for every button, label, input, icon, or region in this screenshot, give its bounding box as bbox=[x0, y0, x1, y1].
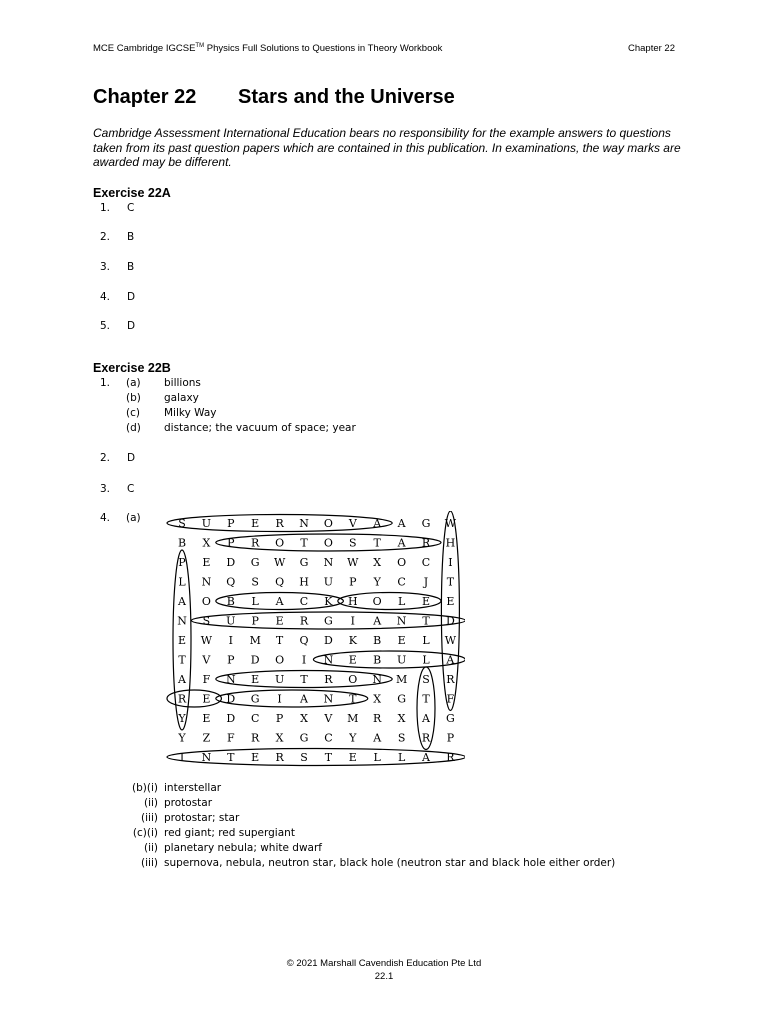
grid-letter: G bbox=[250, 692, 260, 706]
grid-letter: S bbox=[202, 614, 211, 628]
grid-letter: N bbox=[299, 517, 309, 530]
grid-letter: J bbox=[423, 575, 429, 589]
grid-letter: G bbox=[299, 556, 309, 569]
grid-letter: U bbox=[274, 673, 285, 686]
grid-letter: D bbox=[250, 653, 260, 667]
grid-letter: R bbox=[275, 517, 284, 530]
grid-letter: F bbox=[226, 731, 235, 745]
grid-letter: T bbox=[300, 673, 308, 686]
grid-letter: L bbox=[178, 575, 186, 589]
grid-letter: T bbox=[324, 751, 333, 764]
answer-text: billions bbox=[164, 377, 201, 389]
grid-letter: N bbox=[177, 614, 187, 628]
grid-letter: S bbox=[178, 517, 186, 530]
chapter-number: Chapter 22 bbox=[93, 86, 197, 108]
grid-letter: G bbox=[299, 731, 309, 745]
grid-letter: V bbox=[348, 517, 357, 530]
grid-letter: E bbox=[177, 634, 187, 647]
grid-letter: H bbox=[348, 595, 358, 608]
grid-letter: M bbox=[347, 712, 359, 725]
grid-letter: N bbox=[372, 673, 383, 686]
grid-letter: R bbox=[446, 751, 455, 764]
answer-text: protostar bbox=[164, 797, 213, 809]
grid-letter: E bbox=[251, 517, 260, 530]
grid-letter: T bbox=[446, 575, 455, 589]
grid-letter: I bbox=[179, 751, 185, 764]
grid-letter: D bbox=[226, 556, 236, 569]
grid-letter: W bbox=[273, 556, 286, 569]
grid-letter: E bbox=[251, 751, 260, 764]
part-label: (a) bbox=[126, 377, 141, 389]
answer-text: protostar; star bbox=[164, 812, 240, 824]
grid-letter: C bbox=[421, 556, 431, 569]
grid-letter: I bbox=[277, 692, 282, 706]
grid-letter: G bbox=[421, 517, 431, 530]
question-number: 1. bbox=[99, 377, 110, 389]
question-number: 2. bbox=[99, 231, 110, 243]
grid-letter: T bbox=[227, 751, 235, 764]
part-label: (a) bbox=[126, 512, 141, 524]
grid-letter: M bbox=[395, 673, 408, 686]
running-header-left bbox=[93, 43, 442, 54]
grid-letter: A bbox=[275, 595, 284, 608]
answer-text: galaxy bbox=[164, 392, 199, 404]
exercise-22a-title: Exercise 22A bbox=[93, 186, 171, 200]
grid-letter: W bbox=[444, 634, 457, 647]
grid-letter: C bbox=[324, 731, 333, 745]
grid-letter: Z bbox=[202, 731, 211, 745]
grid-letter: A bbox=[446, 653, 455, 667]
question-number: 2. bbox=[99, 452, 110, 464]
footer-copyright: © 2021 Marshall Cavendish Education Pte Ltd bbox=[286, 958, 482, 969]
grid-letter: E bbox=[421, 595, 431, 608]
answer-text: C bbox=[127, 202, 135, 214]
grid-letter: L bbox=[373, 751, 381, 764]
grid-letter: F bbox=[446, 692, 455, 706]
grid-letter: X bbox=[397, 712, 406, 725]
grid-letter: U bbox=[226, 614, 236, 628]
grid-letter: A bbox=[422, 712, 430, 725]
grid-letter: E bbox=[348, 653, 357, 667]
grid-letter: A bbox=[397, 517, 406, 530]
grid-letter: T bbox=[349, 692, 357, 706]
grid-letter: R bbox=[251, 536, 260, 550]
grid-letter: P bbox=[275, 712, 284, 725]
grid-letter: N bbox=[225, 673, 236, 686]
part-label: (iii) bbox=[141, 857, 158, 869]
grid-letter: N bbox=[201, 751, 212, 764]
grid-letter: Q bbox=[299, 634, 309, 647]
grid-letter: U bbox=[323, 575, 334, 589]
grid-letter: C bbox=[250, 712, 260, 725]
grid-letter: S bbox=[251, 575, 259, 589]
grid-letter: N bbox=[396, 614, 407, 628]
word-circle bbox=[167, 749, 465, 766]
part-label: (b)(i) bbox=[132, 782, 158, 794]
grid-letter: B bbox=[373, 634, 382, 647]
grid-letter: X bbox=[300, 712, 308, 725]
grid-letter: D bbox=[226, 712, 236, 725]
grid-letter: E bbox=[397, 634, 406, 647]
grid-letter: P bbox=[227, 653, 235, 667]
exercise-22b-title: Exercise 22B bbox=[93, 361, 171, 375]
grid-letter: U bbox=[396, 653, 407, 667]
grid-letter: W bbox=[200, 634, 213, 647]
question-number: 1. bbox=[99, 202, 110, 214]
grid-letter: R bbox=[275, 751, 284, 764]
grid-letter: R bbox=[324, 673, 333, 686]
answer-text: C bbox=[127, 483, 135, 495]
grid-letter: R bbox=[373, 712, 382, 725]
grid-letter: T bbox=[275, 634, 284, 647]
grid-letter: E bbox=[251, 673, 260, 686]
grid-letter: V bbox=[202, 653, 211, 667]
grid-letter: R bbox=[299, 614, 309, 628]
word-circle bbox=[216, 690, 368, 707]
answer-text: D bbox=[127, 291, 136, 303]
part-label: (b) bbox=[126, 392, 141, 404]
trademark-mark: TM bbox=[195, 43, 205, 49]
grid-letter: N bbox=[323, 556, 334, 569]
grid-letter: X bbox=[373, 556, 382, 569]
grid-letter: M bbox=[249, 634, 261, 647]
answer-text: B bbox=[127, 231, 135, 243]
grid-letter: Q bbox=[275, 575, 285, 589]
grid-letter: R bbox=[446, 673, 455, 686]
grid-letter: A bbox=[373, 731, 382, 745]
grid-letter: I bbox=[350, 614, 355, 628]
grid-letter: A bbox=[422, 751, 430, 764]
answer-text: interstellar bbox=[164, 782, 222, 794]
grid-letter: R bbox=[251, 731, 260, 745]
question-number: 3. bbox=[99, 483, 110, 495]
grid-letter: R bbox=[421, 536, 431, 550]
grid-letter: O bbox=[275, 653, 285, 667]
part-label: (c)(i) bbox=[132, 827, 158, 839]
grid-letter: H bbox=[299, 575, 309, 589]
grid-letter: I bbox=[301, 653, 307, 667]
grid-letter: G bbox=[324, 614, 333, 628]
grid-letter: A bbox=[300, 692, 308, 706]
grid-letter: G bbox=[446, 712, 455, 725]
grid-letter: E bbox=[202, 712, 211, 725]
grid-letter: Y bbox=[373, 575, 381, 589]
question-number: 3. bbox=[99, 261, 110, 273]
question-number: 5. bbox=[99, 320, 110, 332]
answer-text: B bbox=[127, 261, 135, 273]
grid-letter: T bbox=[422, 692, 430, 706]
grid-letter: O bbox=[323, 517, 333, 530]
page-number: 22.1 bbox=[374, 971, 394, 982]
grid-letter: I bbox=[228, 634, 233, 647]
grid-letter: E bbox=[202, 556, 211, 569]
grid-letter: O bbox=[397, 556, 407, 569]
grid-letter: A bbox=[178, 673, 186, 686]
grid-letter: W bbox=[347, 556, 359, 569]
grid-letter: P bbox=[178, 556, 186, 569]
grid-letter: L bbox=[251, 595, 259, 608]
grid-letter: P bbox=[227, 536, 235, 550]
answer-text: D bbox=[127, 320, 136, 332]
answer-text: distance; the vacuum of space; year bbox=[164, 422, 356, 434]
grid-letter: N bbox=[323, 692, 334, 706]
grid-letter: S bbox=[349, 536, 357, 550]
grid-letter: X bbox=[373, 692, 382, 706]
answer-text: red giant; red supergiant bbox=[164, 827, 295, 839]
grid-letter: A bbox=[373, 517, 382, 530]
grid-letter: L bbox=[397, 595, 406, 608]
grid-letter: X bbox=[275, 731, 284, 745]
grid-letter: A bbox=[178, 595, 186, 608]
grid-letter: C bbox=[299, 595, 309, 608]
grid-letter: Y bbox=[349, 731, 357, 745]
grid-letter: B bbox=[373, 653, 382, 667]
header-title: MCE Cambridge IGCSE bbox=[93, 43, 196, 55]
grid-letter: N bbox=[201, 575, 212, 589]
grid-letter: W bbox=[444, 517, 457, 530]
grid-letter: T bbox=[300, 536, 308, 550]
chapter-title: Stars and the Universe bbox=[238, 86, 455, 108]
part-label: (c) bbox=[126, 407, 140, 419]
grid-letter: E bbox=[446, 595, 455, 608]
grid-letter: T bbox=[422, 614, 430, 628]
word-search-svg bbox=[165, 511, 465, 769]
grid-letter: S bbox=[397, 731, 406, 745]
grid-letter: U bbox=[201, 517, 212, 530]
grid-letter: V bbox=[324, 712, 333, 725]
grid-letter: Y bbox=[178, 712, 186, 725]
answer-text: Milky Way bbox=[164, 407, 217, 419]
grid-letter: O bbox=[201, 595, 211, 608]
grid-letter: P bbox=[227, 517, 235, 530]
answer-text: D bbox=[127, 452, 136, 464]
grid-letter: G bbox=[397, 692, 406, 706]
header-title-suffix: Physics Full Solutions to Questions in Theory Workbook bbox=[204, 43, 443, 55]
grid-letter: G bbox=[250, 556, 260, 569]
grid-letter: H bbox=[445, 536, 456, 550]
grid-letter: D bbox=[445, 614, 455, 628]
grid-letter: L bbox=[397, 751, 406, 764]
grid-letter: I bbox=[448, 556, 453, 569]
part-label: (ii) bbox=[143, 797, 158, 809]
grid-letter: P bbox=[251, 614, 259, 628]
grid-letter: P bbox=[349, 575, 357, 589]
grid-letter: L bbox=[422, 634, 430, 647]
grid-letter: R bbox=[421, 731, 431, 745]
grid-letter: C bbox=[397, 575, 406, 589]
grid-letter: R bbox=[177, 692, 187, 706]
grid-letter: E bbox=[275, 614, 284, 628]
grid-letter: E bbox=[348, 751, 357, 764]
grid-letter: Q bbox=[226, 575, 236, 589]
grid-letter: B bbox=[226, 595, 235, 608]
grid-letter: S bbox=[422, 673, 430, 686]
grid-letter: Y bbox=[178, 731, 186, 745]
chapter-heading bbox=[93, 86, 455, 109]
grid-letter: B bbox=[177, 536, 187, 550]
grid-letter: F bbox=[202, 673, 211, 686]
grid-letter: N bbox=[323, 653, 334, 667]
grid-letter: O bbox=[372, 595, 382, 608]
grid-letter: L bbox=[422, 653, 430, 667]
running-header-right: Chapter 22 bbox=[627, 43, 675, 54]
answer-text: planetary nebula; white dwarf bbox=[164, 842, 322, 854]
grid-letter: S bbox=[300, 751, 308, 764]
question-number: 4. bbox=[99, 291, 110, 303]
grid-letter: X bbox=[202, 536, 211, 550]
grid-letter: K bbox=[324, 595, 333, 608]
word-search-grid bbox=[165, 511, 465, 769]
grid-letter: E bbox=[202, 692, 211, 706]
grid-letter: A bbox=[373, 614, 382, 628]
grid-letter: O bbox=[348, 673, 358, 686]
disclaimer: Cambridge Assessment International Education bears no responsibility for the example answers to questions taken from its past question papers which are contained in this publication. In examinations, the way marks are awarded may be different. bbox=[93, 126, 681, 169]
question-number: 4. bbox=[99, 512, 110, 524]
grid-letter: O bbox=[275, 536, 285, 550]
part-label: (d) bbox=[126, 422, 141, 434]
grid-letter: P bbox=[446, 731, 455, 745]
grid-letter: T bbox=[373, 536, 381, 550]
part-label: (ii) bbox=[143, 842, 158, 854]
grid-letter: K bbox=[348, 634, 357, 647]
grid-letter: O bbox=[323, 536, 333, 550]
grid-letter: A bbox=[397, 536, 406, 550]
grid-letter: D bbox=[226, 692, 236, 706]
grid-letter: T bbox=[178, 653, 186, 667]
grid-letter: D bbox=[323, 634, 333, 647]
answer-text: supernova, nebula, neutron star, black hole (neutron star and black hole either order) bbox=[164, 857, 616, 869]
part-label: (iii) bbox=[141, 812, 158, 824]
